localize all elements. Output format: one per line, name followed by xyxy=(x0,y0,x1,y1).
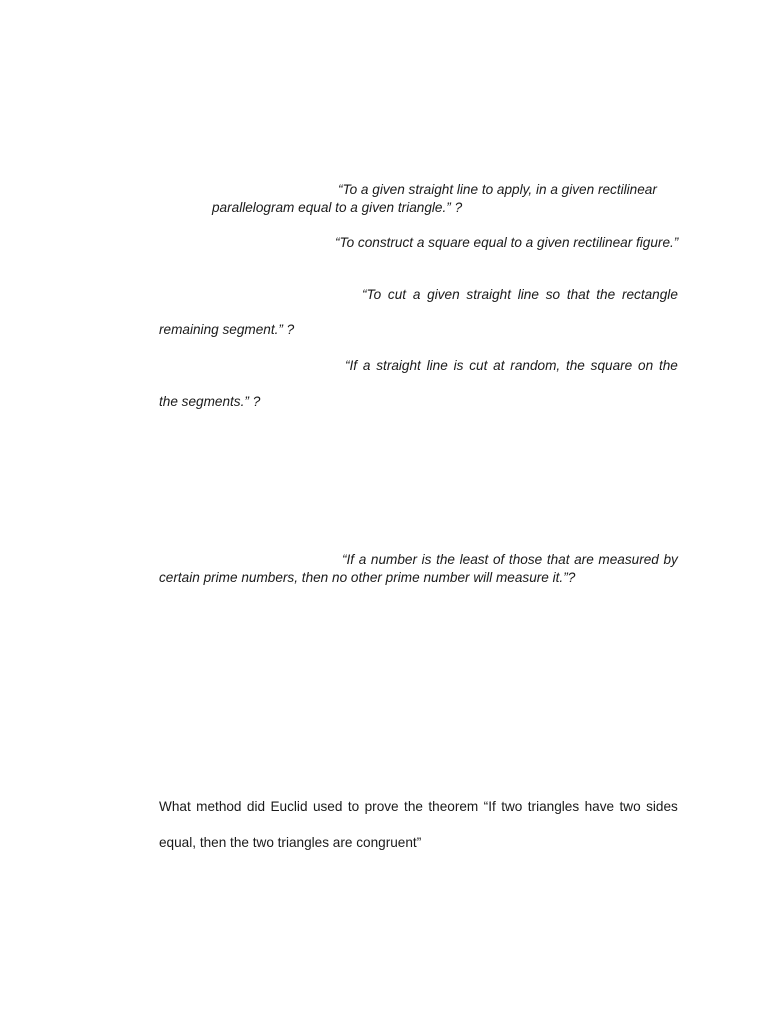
q6-word: Euclid xyxy=(270,799,308,814)
q6-word: What xyxy=(159,799,191,814)
q6-word: theorem xyxy=(428,799,479,814)
q5-word: by xyxy=(663,552,678,567)
q5-word: the xyxy=(436,552,455,567)
q6-word: “If xyxy=(483,799,496,814)
q3-word: that xyxy=(566,287,590,302)
q6-word: used xyxy=(312,799,343,814)
q5-word: are xyxy=(574,552,594,567)
q5-word: that xyxy=(546,552,570,567)
q4-word: cut xyxy=(469,358,488,373)
q5-word: least xyxy=(459,552,489,567)
q5-word: “If xyxy=(342,552,355,567)
q6-line-2: equal, then the two triangles are congruent” xyxy=(159,835,422,850)
q4-word: is xyxy=(453,358,464,373)
q5-word: of xyxy=(492,552,505,567)
q3-word: given xyxy=(427,287,460,302)
q6-word: the xyxy=(404,799,423,814)
q5-word: is xyxy=(421,552,432,567)
q6-word: two xyxy=(619,799,641,814)
q3-word: so xyxy=(545,287,561,302)
q4-word: straight xyxy=(376,358,421,373)
q6-word: triangles xyxy=(527,799,580,814)
q5-word: those xyxy=(508,552,543,567)
q5-line-1 xyxy=(342,551,678,569)
q6-word: did xyxy=(246,799,266,814)
q4-word: line xyxy=(426,358,448,373)
q3-word: a xyxy=(412,287,421,302)
q1-line-2: parallelogram equal to a given triangle.” ? xyxy=(212,200,463,215)
q6-word: sides xyxy=(646,799,678,814)
q1-line-1: “To a given straight line to apply, in a given rectilinear xyxy=(338,182,657,197)
q5-word: measured xyxy=(598,552,659,567)
q2-line-1: “To construct a square equal to a given rectilinear figure.” xyxy=(335,235,679,250)
q4-word: the xyxy=(658,358,678,373)
q3-line-1 xyxy=(362,286,678,304)
q3-word: “To xyxy=(362,287,382,302)
q4-word: “If xyxy=(345,358,358,373)
q6-word: prove xyxy=(364,799,399,814)
q6-line-1 xyxy=(159,798,678,816)
q4-word: a xyxy=(362,358,371,373)
q3-word: line xyxy=(517,287,539,302)
q6-word: to xyxy=(347,799,360,814)
q6-word: two xyxy=(501,799,523,814)
q3-word: the xyxy=(596,287,616,302)
q3-line-2: remaining segment.” ? xyxy=(159,322,295,337)
q5-word: number xyxy=(370,552,417,567)
q3-word: straight xyxy=(466,287,511,302)
q5-word: a xyxy=(358,552,367,567)
q6-word: method xyxy=(196,799,242,814)
q3-word: rectangle xyxy=(621,287,678,302)
q4-word: the xyxy=(565,358,585,373)
q6-word: have xyxy=(584,799,615,814)
q4-word: on xyxy=(638,358,654,373)
q4-line-1 xyxy=(345,357,678,375)
q4-word: square xyxy=(590,358,633,373)
q3-word: cut xyxy=(387,287,407,302)
q5-line-2: certain prime numbers, then no other prime number will measure it.”? xyxy=(159,570,576,585)
q4-word: random, xyxy=(510,358,561,373)
q4-line-2: the segments.” ? xyxy=(159,394,261,409)
q4-word: at xyxy=(493,358,505,373)
